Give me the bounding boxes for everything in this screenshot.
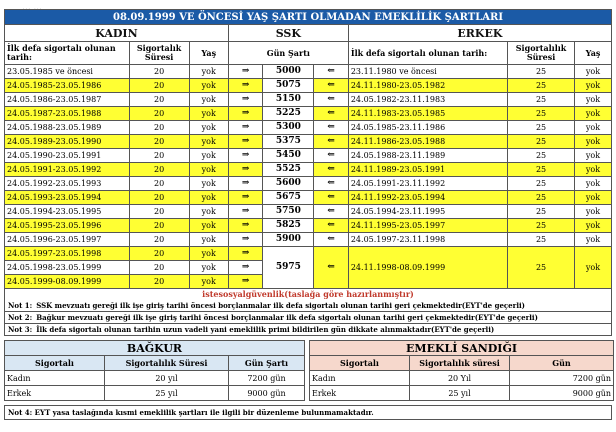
kadin-sure-cell: 20 (129, 177, 189, 191)
kadin-date-cell: 24.05.1991-23.05.1992 (5, 163, 130, 177)
emekli-title: EMEKLİ SANDIĞI (310, 341, 614, 356)
kadin-date-cell: 24.05.1998-23.05.1999 (5, 261, 130, 275)
table-row (5, 177, 612, 191)
source-line: istesosyalgüvenlik(taslağa göre hazırlanmıştır) (4, 289, 612, 300)
arrow-left-icon: ⇐ (314, 163, 349, 177)
arrow-left-icon: ⇐ (314, 107, 349, 121)
note-text: İlk defa sigortalı olunan tarihin uzun vadeli yani emeklilik primi bildirilen gün dikkate alınmaktadır(EYT'de geçerli) (36, 325, 495, 334)
emekli-header: Sigortalı (310, 356, 410, 371)
erkek-yas-cell: yok (575, 233, 612, 247)
kadin-sure-cell: 20 (129, 93, 189, 107)
header-erkek-yas: Yaş (575, 42, 612, 65)
gun-cell: 5225 (263, 107, 314, 121)
gun-cell: 5975 (263, 247, 314, 289)
kadin-yas-cell: yok (189, 205, 228, 219)
kadin-sure-cell: 20 (129, 275, 189, 289)
erkek-yas-cell: yok (575, 79, 612, 93)
table-row (5, 149, 612, 163)
arrow-right-icon: ⇒ (228, 219, 263, 233)
cut-off-heading: ... ... (22, 4, 43, 9)
erkek-date-cell: 24.11.1986-23.05.1988 (348, 135, 507, 149)
kadin-date-cell: 24.05.1988-23.05.1989 (5, 121, 130, 135)
bagkur-cell: 25 yıl (105, 386, 229, 401)
erkek-yas-cell: yok (575, 205, 612, 219)
arrow-right-icon: ⇒ (228, 121, 263, 135)
erkek-sure-cell: 25 (508, 79, 575, 93)
table-row (5, 163, 612, 177)
bagkur-cell: 7200 gün (229, 371, 305, 386)
kadin-date-cell: 24.05.1999-08.09.1999 (5, 275, 130, 289)
erkek-date-cell: 24.05.1991-23.11.1992 (348, 177, 507, 191)
section-ssk: SSK (228, 25, 348, 42)
arrow-left-icon: ⇐ (314, 149, 349, 163)
erkek-yas-cell: yok (575, 65, 612, 79)
kadin-yas-cell: yok (189, 191, 228, 205)
erkek-yas-cell: yok (575, 107, 612, 121)
kadin-date-cell: 23.05.1985 ve öncesi (5, 65, 130, 79)
emekli-cell: Kadın (310, 371, 410, 386)
kadin-sure-cell: 20 (129, 121, 189, 135)
note-4: Not 4: EYT yasa taslağında kısmi emeklilik şartları ile ilgili bir düzenleme bulunmamaktadır. (4, 405, 612, 420)
kadin-sure-cell: 20 (129, 233, 189, 247)
kadin-date-cell: 24.05.1997-23.05.1998 (5, 247, 130, 261)
kadin-date-cell: 24.05.1995-23.05.1996 (5, 219, 130, 233)
erkek-yas-cell: yok (575, 93, 612, 107)
erkek-date-cell: 24.11.1992-23.05.1994 (348, 191, 507, 205)
kadin-yas-cell: yok (189, 107, 228, 121)
kadin-sure-cell: 20 (129, 65, 189, 79)
emekli-cell: 20 Yıl (410, 371, 510, 386)
arrow-left-icon: ⇐ (314, 233, 349, 247)
erkek-date-cell: 24.05.1988-23.11.1989 (348, 149, 507, 163)
erkek-yas-cell: yok (575, 219, 612, 233)
erkek-sure-cell: 25 (508, 219, 575, 233)
section-erkek: ERKEK (348, 25, 611, 42)
kadin-sure-cell: 20 (129, 163, 189, 177)
erkek-date-cell: 24.05.1982-23.11.1983 (348, 93, 507, 107)
bagkur-cell: Kadın (5, 371, 105, 386)
erkek-yas-cell: yok (575, 247, 612, 289)
erkek-date-cell: 24.11.1989-23.05.1991 (348, 163, 507, 177)
kadin-date-cell: 24.05.1994-23.05.1995 (5, 205, 130, 219)
table-row (5, 121, 612, 135)
arrow-left-icon: ⇐ (314, 121, 349, 135)
kadin-yas-cell: yok (189, 177, 228, 191)
erkek-date-cell: 24.11.1983-23.05.1985 (348, 107, 507, 121)
kadin-date-cell: 24.05.1987-23.05.1988 (5, 107, 130, 121)
gun-cell: 5600 (263, 177, 314, 191)
kadin-sure-cell: 20 (129, 79, 189, 93)
emekli-cell: 7200 gün (510, 371, 614, 386)
arrow-right-icon: ⇒ (228, 135, 263, 149)
kadin-sure-cell: 20 (129, 261, 189, 275)
gun-cell: 5075 (263, 79, 314, 93)
kadin-yas-cell: yok (189, 149, 228, 163)
arrow-left-icon: ⇐ (314, 205, 349, 219)
erkek-date-cell: 24.11.1980-23.05.1982 (348, 79, 507, 93)
table-row (5, 93, 612, 107)
kadin-yas-cell: yok (189, 275, 228, 289)
kadin-date-cell: 24.05.1992-23.05.1993 (5, 177, 130, 191)
arrow-left-icon: ⇐ (314, 247, 349, 289)
gun-cell: 5000 (263, 65, 314, 79)
gun-cell: 5300 (263, 121, 314, 135)
erkek-date-cell: 24.11.1998-08.09.1999 (348, 247, 507, 289)
table-row (5, 247, 612, 261)
arrow-right-icon: ⇒ (228, 233, 263, 247)
header-kadin-yas: Yaş (189, 42, 228, 65)
table-row (5, 205, 612, 219)
erkek-sure-cell: 25 (508, 247, 575, 289)
erkek-sure-cell: 25 (508, 65, 575, 79)
kadin-yas-cell: yok (189, 135, 228, 149)
arrow-right-icon: ⇒ (228, 65, 263, 79)
kadin-sure-cell: 20 (129, 135, 189, 149)
arrow-right-icon: ⇒ (228, 93, 263, 107)
erkek-date-cell: 24.11.1995-23.05.1997 (348, 219, 507, 233)
arrow-left-icon: ⇐ (314, 93, 349, 107)
bagkur-title: BAĞKUR (5, 341, 305, 356)
erkek-date-cell: 24.05.1997-23.11.1998 (348, 233, 507, 247)
emekli-cell: Erkek (310, 386, 410, 401)
erkek-sure-cell: 25 (508, 205, 575, 219)
arrow-left-icon: ⇐ (314, 79, 349, 93)
arrow-left-icon: ⇐ (314, 65, 349, 79)
arrow-right-icon: ⇒ (228, 177, 263, 191)
gun-cell: 5150 (263, 93, 314, 107)
arrow-right-icon: ⇒ (228, 247, 263, 261)
gun-cell: 5375 (263, 135, 314, 149)
kadin-yas-cell: yok (189, 219, 228, 233)
kadin-date-cell: 24.05.1985-23.05.1986 (5, 79, 130, 93)
bagkur-cell: 20 yıl (105, 371, 229, 386)
document (4, 4, 612, 420)
arrow-left-icon: ⇐ (314, 191, 349, 205)
main-title: 08.09.1999 VE ÖNCESİ YAŞ ŞARTI OLMADAN EMEKLİLİK ŞARTLARI (5, 10, 612, 25)
kadin-date-cell: 24.05.1989-23.05.1990 (5, 135, 130, 149)
kadin-sure-cell: 20 (129, 149, 189, 163)
main-table (4, 9, 612, 289)
emekli-cell: 9000 gün (510, 386, 614, 401)
table-row (5, 233, 612, 247)
arrow-right-icon: ⇒ (228, 149, 263, 163)
erkek-sure-cell: 25 (508, 107, 575, 121)
erkek-date-cell: 24.05.1994-23.11.1995 (348, 205, 507, 219)
bagkur-header: Sigortalılık Süresi (105, 356, 229, 371)
section-kadin: KADIN (5, 25, 229, 42)
bagkur-cell: Erkek (5, 386, 105, 401)
arrow-right-icon: ⇒ (228, 191, 263, 205)
note-text: SSK mevzuatı gereği ilk işe giriş tarihi öncesi borçlanmalar ilk defa sigortalı olunan tarihi geri çekmektedir(EYT'de geçerli) (36, 301, 525, 310)
erkek-yas-cell: yok (575, 121, 612, 135)
kadin-date-cell: 24.05.1986-23.05.1987 (5, 93, 130, 107)
kadin-yas-cell: yok (189, 261, 228, 275)
kadin-yas-cell: yok (189, 247, 228, 261)
kadin-date-cell: 24.05.1990-23.05.1991 (5, 149, 130, 163)
table-row (5, 135, 612, 149)
arrow-right-icon: ⇒ (228, 275, 263, 289)
note-label: Not 3: (8, 325, 33, 334)
arrow-right-icon: ⇒ (228, 107, 263, 121)
header-kadin-date: İlk defa sigortalı olunan tarih: (5, 42, 130, 65)
header-erkek-sure: Sigortalılık Süresi (508, 42, 575, 65)
kadin-sure-cell: 20 (129, 219, 189, 233)
kadin-yas-cell: yok (189, 121, 228, 135)
arrow-left-icon: ⇐ (314, 219, 349, 233)
erkek-date-cell: 24.05.1985-23.11.1986 (348, 121, 507, 135)
table-row (5, 79, 612, 93)
erkek-sure-cell: 25 (508, 149, 575, 163)
note-line (4, 300, 612, 312)
erkek-yas-cell: yok (575, 177, 612, 191)
emekli-header: Sigortalılık süresi (410, 356, 510, 371)
header-gun-sarti: Gün Şartı (228, 42, 348, 65)
table-row (5, 107, 612, 121)
kadin-yas-cell: yok (189, 79, 228, 93)
erkek-yas-cell: yok (575, 191, 612, 205)
erkek-sure-cell: 25 (508, 191, 575, 205)
erkek-sure-cell: 25 (508, 93, 575, 107)
erkek-yas-cell: yok (575, 135, 612, 149)
arrow-right-icon: ⇒ (228, 79, 263, 93)
erkek-date-cell: 23.11.1980 ve öncesi (348, 65, 507, 79)
erkek-yas-cell: yok (575, 149, 612, 163)
kadin-yas-cell: yok (189, 65, 228, 79)
bagkur-table (4, 340, 305, 401)
kadin-yas-cell: yok (189, 163, 228, 177)
arrow-right-icon: ⇒ (228, 261, 263, 275)
gun-cell: 5525 (263, 163, 314, 177)
gun-cell: 5750 (263, 205, 314, 219)
header-erkek-date: İlk defa sigortalı olunan tarih: (348, 42, 507, 65)
gun-cell: 5450 (263, 149, 314, 163)
table-row (5, 219, 612, 233)
kadin-yas-cell: yok (189, 233, 228, 247)
erkek-sure-cell: 25 (508, 121, 575, 135)
kadin-yas-cell: yok (189, 93, 228, 107)
kadin-sure-cell: 20 (129, 107, 189, 121)
arrow-left-icon: ⇐ (314, 135, 349, 149)
kadin-date-cell: 24.05.1993-23.05.1994 (5, 191, 130, 205)
note-line (4, 324, 612, 336)
arrow-right-icon: ⇒ (228, 163, 263, 177)
kadin-sure-cell: 20 (129, 247, 189, 261)
table-row (5, 65, 612, 79)
erkek-sure-cell: 25 (508, 177, 575, 191)
kadin-sure-cell: 20 (129, 205, 189, 219)
note-line (4, 312, 612, 324)
note-text: Bağkur mevzuatı gereği ilk işe giriş tarihi öncesi borçlanmalar ilk defa sigortalı olunan tarihi geri çekmektedir(EYT'de geçerli) (36, 313, 538, 322)
bagkur-header: Gün Şartı (229, 356, 305, 371)
arrow-left-icon: ⇐ (314, 177, 349, 191)
bagkur-header: Sigortalı (5, 356, 105, 371)
emekli-sandigi-table (309, 340, 614, 401)
gun-cell: 5825 (263, 219, 314, 233)
erkek-sure-cell: 25 (508, 233, 575, 247)
gun-cell: 5675 (263, 191, 314, 205)
note-label: Not 2: (8, 313, 33, 322)
kadin-sure-cell: 20 (129, 191, 189, 205)
gun-cell: 5900 (263, 233, 314, 247)
emekli-header: Gün (510, 356, 614, 371)
erkek-sure-cell: 25 (508, 135, 575, 149)
arrow-right-icon: ⇒ (228, 205, 263, 219)
emekli-cell: 25 yıl (410, 386, 510, 401)
erkek-sure-cell: 25 (508, 163, 575, 177)
note-label: Not 1: (8, 301, 33, 310)
table-row (5, 191, 612, 205)
kadin-date-cell: 24.05.1996-23.05.1997 (5, 233, 130, 247)
header-kadin-sure: Sigortalık Süresi (129, 42, 189, 65)
bagkur-cell: 9000 gün (229, 386, 305, 401)
erkek-yas-cell: yok (575, 163, 612, 177)
